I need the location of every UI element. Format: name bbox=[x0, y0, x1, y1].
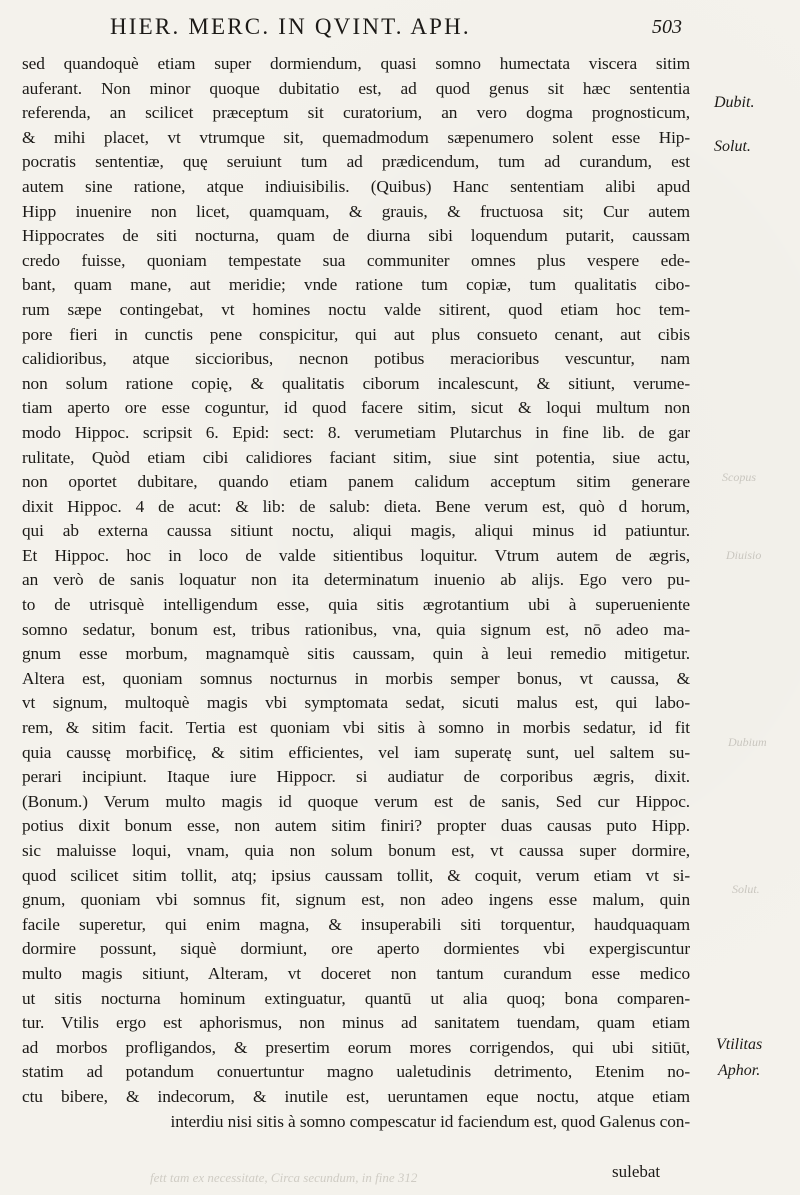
text-line: rem, & sitim facit. Tertia est quoniam vbi sitis à somno in morbis sedatur, id fit bbox=[22, 718, 690, 738]
margin-note-utilitas: Vtilitas bbox=[716, 1036, 763, 1053]
text-line: dixit Hippoc. 4 de acut: & lib: de salub: dieta. Bene verum est, quò d horum, bbox=[22, 496, 690, 516]
text-line: multo magis sitiunt, Alteram, vt doceret non tantum curandum esse medico bbox=[22, 963, 690, 983]
text-line: gnum esse morbum, magnamquè sitis caussam, quin à leui remedio mitigetur. bbox=[22, 644, 690, 664]
margin-note-solut: Solut. bbox=[714, 138, 751, 155]
text-line: autem sine ratione, atque indiuisibilis. (Quibus) Hanc sententiam alibi apud bbox=[22, 176, 690, 196]
margin-note-dubium: Dubium bbox=[728, 735, 767, 749]
text-line: statim ad potandum conuertuntur magno ualetudinis detrimento, Etenim no- bbox=[22, 1062, 690, 1082]
text-line: Hipp inuenire non licet, quamquam, & grauis, & fructuosa sit; Cur autem bbox=[22, 201, 690, 221]
margin-note-dubit: Dubit. bbox=[714, 94, 755, 111]
text-line: qui ab externa caussa sitiunt noctu, aliqui magis, aliqui minus id patiuntur. bbox=[22, 521, 690, 541]
text-line: vt signum, multoquè magis vbi symptomata sedat, sicuti malus est, qui labo- bbox=[22, 693, 690, 713]
text-line: interdiu nisi sitis à somno compescatur id faciendum est, quod Galenus con- bbox=[170, 1111, 690, 1131]
text-line: Hippocrates de siti nocturna, quam de diurna sibi loquendum putarit, caussam bbox=[22, 226, 690, 246]
text-line: referenda, an scilicet præceptum sit curatorium, an vero dogma prognosticum, bbox=[22, 103, 690, 123]
text-line: calidioribus, atque siccioribus, necnon potibus meracioribus vescuntur, nam bbox=[22, 349, 690, 369]
text-line: an verò de sanis loquatur non ita determinatum inuenio ab alijs. Ego vero pu- bbox=[22, 570, 690, 590]
catchword: sulebat bbox=[612, 1162, 661, 1181]
text-line: sic maluisse loqui, vnam, quia non solum bonum est, vt caussa super dormire, bbox=[22, 841, 690, 860]
text-line: Altera est, quoniam somnus nocturnus in morbis semper bonus, vt caussa, & bbox=[22, 668, 690, 688]
text-line: non oportet dubitare, quando etiam panem calidum acceptum sitim generare bbox=[22, 472, 690, 492]
margin-notes bbox=[700, 0, 800, 1195]
text-line: somno sedatur, bonum est, tribus rationibus, vna, quia signum est, nō adeo ma- bbox=[22, 619, 690, 639]
running-head: HIER. MERC. IN QVINT. APH. bbox=[110, 14, 471, 39]
main-text-block bbox=[22, 52, 690, 1134]
text-line: credo fuisse, quoniam tempestate sua communiter omnes plus vespere ede- bbox=[22, 250, 690, 270]
text-line: to de utrisquè intelligendum esse, quia sitis ægrotantium ubi à superueniente bbox=[22, 595, 690, 615]
text-line: bant, quam mane, aut meridie; vnde ratione tum copiæ, tum qualitatis cibo- bbox=[22, 275, 690, 295]
text-line: rum sæpe contingebat, vt homines noctu valde sitirent, quod etiam hoc tem- bbox=[22, 299, 690, 319]
page-header bbox=[110, 14, 682, 48]
text-line: perari incipiunt. Itaque iure Hippocr. si audiatur de corporibus ægris, dixit. bbox=[22, 767, 690, 787]
margin-note-scopus: Scopus bbox=[722, 470, 756, 484]
text-line: modo Hippoc. scripsit 6. Epid: sect: 8. verumetiam Plutarchus in fine lib. de gar bbox=[22, 422, 690, 442]
text-line: ctu bibere, & indecorum, & inutile est, ueruntamen eque noctu, atque etiam bbox=[22, 1086, 690, 1106]
text-line: quia caussę morbificę, & sitim efficientes, vel iam superatę sunt, uel saltem su- bbox=[22, 742, 690, 762]
text-line: ut sitis nocturna hominum extinguatur, quantū ut alia quoq; bona comparen- bbox=[22, 988, 690, 1008]
text-line: auferant. Non minor quoque dubitatio est, ad quod genus sit hæc sententia bbox=[22, 78, 690, 98]
text-line: (Bonum.) Verum multo magis id quoque verum est de sanis, Sed cur Hippoc. bbox=[22, 791, 690, 811]
text-line: ad morbos profligandos, & presertim eorum mores corrigendos, qui ubi sitiūt, bbox=[22, 1037, 690, 1057]
text-line: pocratis sententiæ, quę seruiunt tum ad prædicendum, tum ad curandum, est bbox=[22, 152, 690, 172]
bleed-through-text: fett tam ex necessitate, Circa secundum, in fine 312 bbox=[150, 1170, 418, 1185]
page-number: 503 bbox=[652, 16, 682, 38]
text-line: tur. Vtilis ergo est aphorismus, non minus ad sanitatem tuendam, quam etiam bbox=[22, 1013, 690, 1033]
text-line: rulitate, Quòd etiam cibi calidiores faciant sitim, siue sint potentia, siue actu, bbox=[22, 447, 690, 467]
margin-note-solut-faint: Solut. bbox=[732, 882, 760, 896]
text-line: pore fieri in cunctis pene conspicitur, qui aut plus consueto cenant, aut cibis bbox=[22, 324, 690, 344]
margin-note-aphor: Aphor. bbox=[718, 1062, 761, 1079]
text-line: sed quandoquè etiam super dormiendum, quasi somno humectata viscera sitim bbox=[22, 54, 690, 73]
margin-note-diuisio: Diuisio bbox=[726, 548, 762, 562]
text-line: facile superetur, qui enim magna, & insuperabili siti torquentur, haudquaquam bbox=[22, 914, 690, 934]
text-line: dormire possunt, siquè dormiunt, ore aperto dormientes vbi expergiscuntur bbox=[22, 939, 690, 959]
text-line: potius dixit bonum esse, non autem sitim finiri? propter duas causas puto Hipp. bbox=[22, 816, 690, 836]
text-line: & mihi placet, vt vtrumque sit, quemadmodum sæpenumero solent esse Hip- bbox=[22, 127, 690, 147]
text-line: gnum, quoniam vbi somnus fit, signum est, non adeo ingens esse malum, quin bbox=[22, 890, 690, 910]
text-line: non solum ratione copię, & qualitatis ciborum incalescunt, & sitiunt, verume- bbox=[22, 373, 690, 393]
text-line: Et Hippoc. hoc in loco de valde sitientibus loquitur. Vtrum autem de ægris, bbox=[22, 545, 690, 565]
text-line: quod scilicet sitim tollit, atq; ipsius caussam tollit, & coquit, verum etiam vt si- bbox=[22, 865, 690, 885]
text-line: tiam aperto ore esse coguntur, id quod facere sitim, sicut & loqui multum non bbox=[22, 398, 690, 418]
